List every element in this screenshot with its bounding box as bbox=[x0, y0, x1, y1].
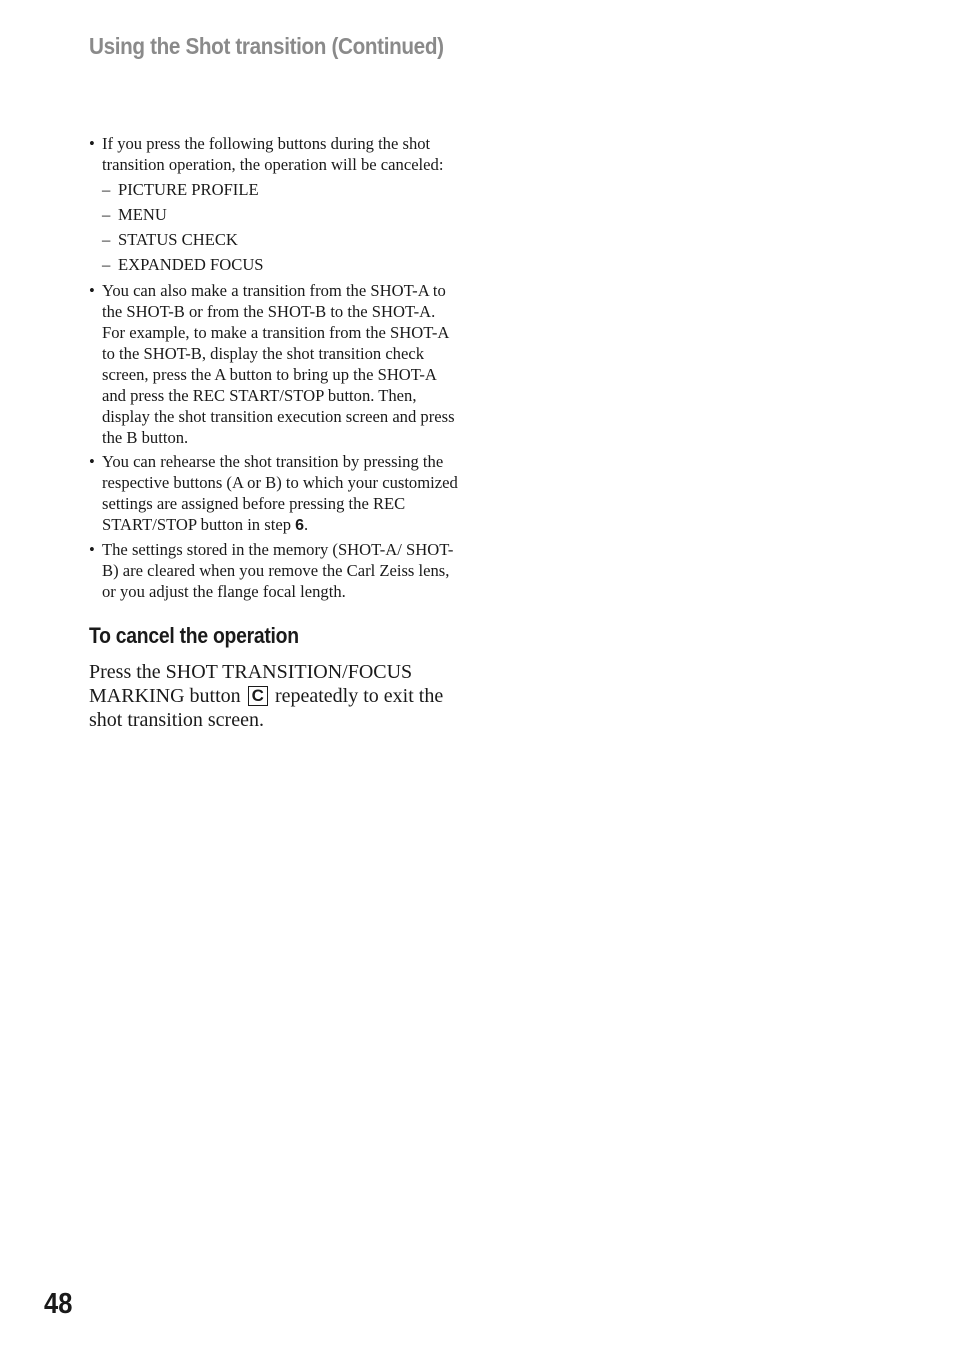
bullet-icon: • bbox=[89, 134, 95, 153]
section-heading: To cancel the operation bbox=[89, 623, 299, 648]
cancel-instructions bbox=[89, 660, 461, 732]
running-header: Using the Shot transition (Continued) bbox=[89, 33, 444, 59]
step-reference: 6 bbox=[295, 517, 305, 534]
note-text: If you press the following buttons during the shot transition operation, the operation will be canceled: bbox=[102, 134, 444, 174]
instruction-text: Press the SHOT TRANSITION/FOCUS MARKING button bbox=[89, 661, 413, 707]
cancel-buttons-list bbox=[102, 177, 461, 277]
dash-icon: – bbox=[102, 255, 111, 274]
note-item bbox=[89, 539, 461, 602]
instruction-text-end: repeatedly to exit the shot transition screen. bbox=[89, 685, 444, 731]
dash-icon: – bbox=[102, 230, 111, 249]
bullet-icon: • bbox=[89, 540, 95, 559]
sub-item bbox=[102, 227, 461, 252]
note-text-end: . bbox=[304, 515, 309, 534]
sub-item bbox=[102, 177, 461, 202]
sub-item bbox=[102, 202, 461, 227]
note-text: You can also make a transition from the SHOT-A to the SHOT-B or from the SHOT-B to the SHOT-A. For example, to make a transition from the SHOT-A to the SHOT-B, display the shot transition check screen, press the A button to bring up the SHOT-A and press the REC START/STOP button. Then, display the shot transition execution screen and press the B button. bbox=[102, 281, 455, 447]
content-column bbox=[89, 133, 461, 732]
sub-item-text: MENU bbox=[118, 205, 167, 224]
sub-item-text: STATUS CHECK bbox=[118, 230, 238, 249]
sub-item-text: EXPANDED FOCUS bbox=[118, 255, 264, 274]
note-item bbox=[89, 451, 461, 536]
sub-item-text: PICTURE PROFILE bbox=[118, 180, 259, 199]
page-number: 48 bbox=[44, 1288, 73, 1320]
dash-icon: – bbox=[102, 180, 111, 199]
notes-list bbox=[89, 133, 461, 602]
note-text: The settings stored in the memory (SHOT-A/ SHOT-B) are cleared when you remove the Carl Zeiss lens, or you adjust the flange focal length. bbox=[102, 540, 454, 601]
note-text: You can rehearse the shot transition by pressing the respective buttons (A or B) to which your customized settings are assigned before pressing the REC START/STOP button in step bbox=[102, 452, 458, 534]
bullet-icon: • bbox=[89, 452, 95, 471]
note-item bbox=[89, 280, 461, 448]
bullet-icon: • bbox=[89, 281, 95, 300]
dash-icon: – bbox=[102, 205, 111, 224]
note-item bbox=[89, 133, 461, 277]
sub-item bbox=[102, 252, 461, 277]
button-c-icon: C bbox=[248, 686, 268, 706]
